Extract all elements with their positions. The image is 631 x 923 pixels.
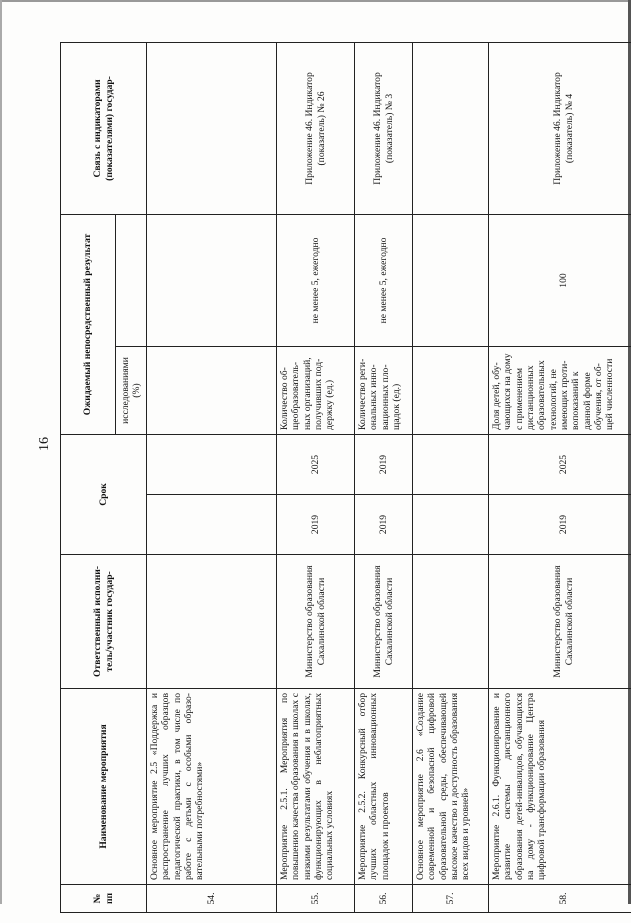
- row-result-value: 100: [489, 214, 631, 346]
- table-row: [355, 42, 413, 912]
- row-responsible: Министерство образования Сахалинской области: [489, 555, 631, 689]
- row-result-desc: [147, 347, 277, 435]
- row-num: 54.: [147, 885, 277, 913]
- row-link: [147, 42, 277, 214]
- header-responsible: Ответственный исполнитель/участник государ-: [61, 555, 147, 689]
- row-responsible: Министерство образования Сахалинской области: [355, 555, 413, 689]
- row-end: [413, 435, 489, 495]
- header-num: № пп: [61, 885, 147, 913]
- row-start: 2019: [277, 495, 355, 555]
- row-result-value: [413, 214, 489, 346]
- row-num: 58.: [489, 885, 631, 913]
- page-number: 16: [37, 437, 53, 451]
- scan-edge-top: [0, 0, 631, 2]
- row-result-value: не менее 5, ежегодно: [277, 214, 355, 346]
- row-num: 55.: [277, 885, 355, 913]
- row-end: 2025: [277, 435, 355, 495]
- row-end: 2025: [489, 435, 631, 495]
- program-table: [60, 42, 631, 913]
- row-start: 2019: [489, 495, 631, 555]
- table-row: [147, 42, 277, 912]
- row-num: 57.: [413, 885, 489, 913]
- row-responsible: [413, 555, 489, 689]
- row-num: 56.: [355, 885, 413, 913]
- row-name: Мероприятие 2.5.1. Мероприятия по повышению качества образования в школах с низкими результатами обучения и в школах, функционирующих в неблагоприятных социальных условиях: [277, 689, 355, 885]
- row-link: Приложение 46. Индикатор (показатель) № 26: [277, 42, 355, 214]
- row-result-desc: Количество региональных инновационных площадок (ед.): [355, 347, 413, 435]
- row-start: [413, 495, 489, 555]
- row-name: Мероприятие 2.6.1. Функционирование и развитие системы дистанционного образования детей-инвалидов, обучающихся на дому - функционирование Центра цифровой трансформации образования: [489, 689, 631, 885]
- table-row: [277, 42, 355, 912]
- row-start: 2019: [355, 495, 413, 555]
- row-link: [413, 42, 489, 214]
- header-term: Срок: [61, 435, 147, 555]
- row-result-desc: Доля детей, обучающихся на дому с применением дистанционных образовательных технологий, не имеющих противопоказаний к данной форме обучения, от общей численности: [489, 347, 631, 435]
- row-result-desc: [413, 347, 489, 435]
- row-name: Мероприятие 2.5.2. Конкурсный отбор лучших областных инновационных площадок и проектов: [355, 689, 413, 885]
- header-link: Связь с индикаторами (показателями) государ-: [61, 42, 147, 214]
- header-expected: Ожидаемый непосредственный результат: [61, 214, 116, 434]
- header-row: [61, 42, 116, 912]
- subheader-empty: [116, 214, 147, 346]
- row-result-desc: Количество общеобразовательных организаций, получивших поддержку (ед.): [277, 347, 355, 435]
- table-row: [489, 42, 631, 912]
- row-name: Основное мероприятие 2.5 «Поддержка и распространение лучших образцов педагогической практики, в том числе по работе с детьми с особыми образовательными потребностями»: [147, 689, 277, 885]
- row-link: Приложение 46. Индикатор (показатель) № 4: [489, 42, 631, 214]
- row-result-value: [147, 214, 277, 346]
- row-start: [147, 495, 277, 555]
- subheader-research: исследованиями (%): [116, 347, 147, 435]
- rotated-page: [0, 19, 631, 923]
- row-responsible: [147, 555, 277, 689]
- row-result-value: не менее 5, ежегодно: [355, 214, 413, 346]
- row-end: 2019: [355, 435, 413, 495]
- row-responsible: Министерство образования Сахалинской области: [277, 555, 355, 689]
- header-name: Наименование мероприятия: [61, 689, 147, 885]
- row-link: Приложение 46. Индикатор (показатель) № 3: [355, 42, 413, 214]
- table-row: [413, 42, 489, 912]
- row-name: Основное мероприятие 2.6 «Создание современной и безопасной цифровой образовательной среды, обеспечивающей высокое качество и доступность образования всех видов и уровней»: [413, 689, 489, 885]
- row-end: [147, 435, 277, 495]
